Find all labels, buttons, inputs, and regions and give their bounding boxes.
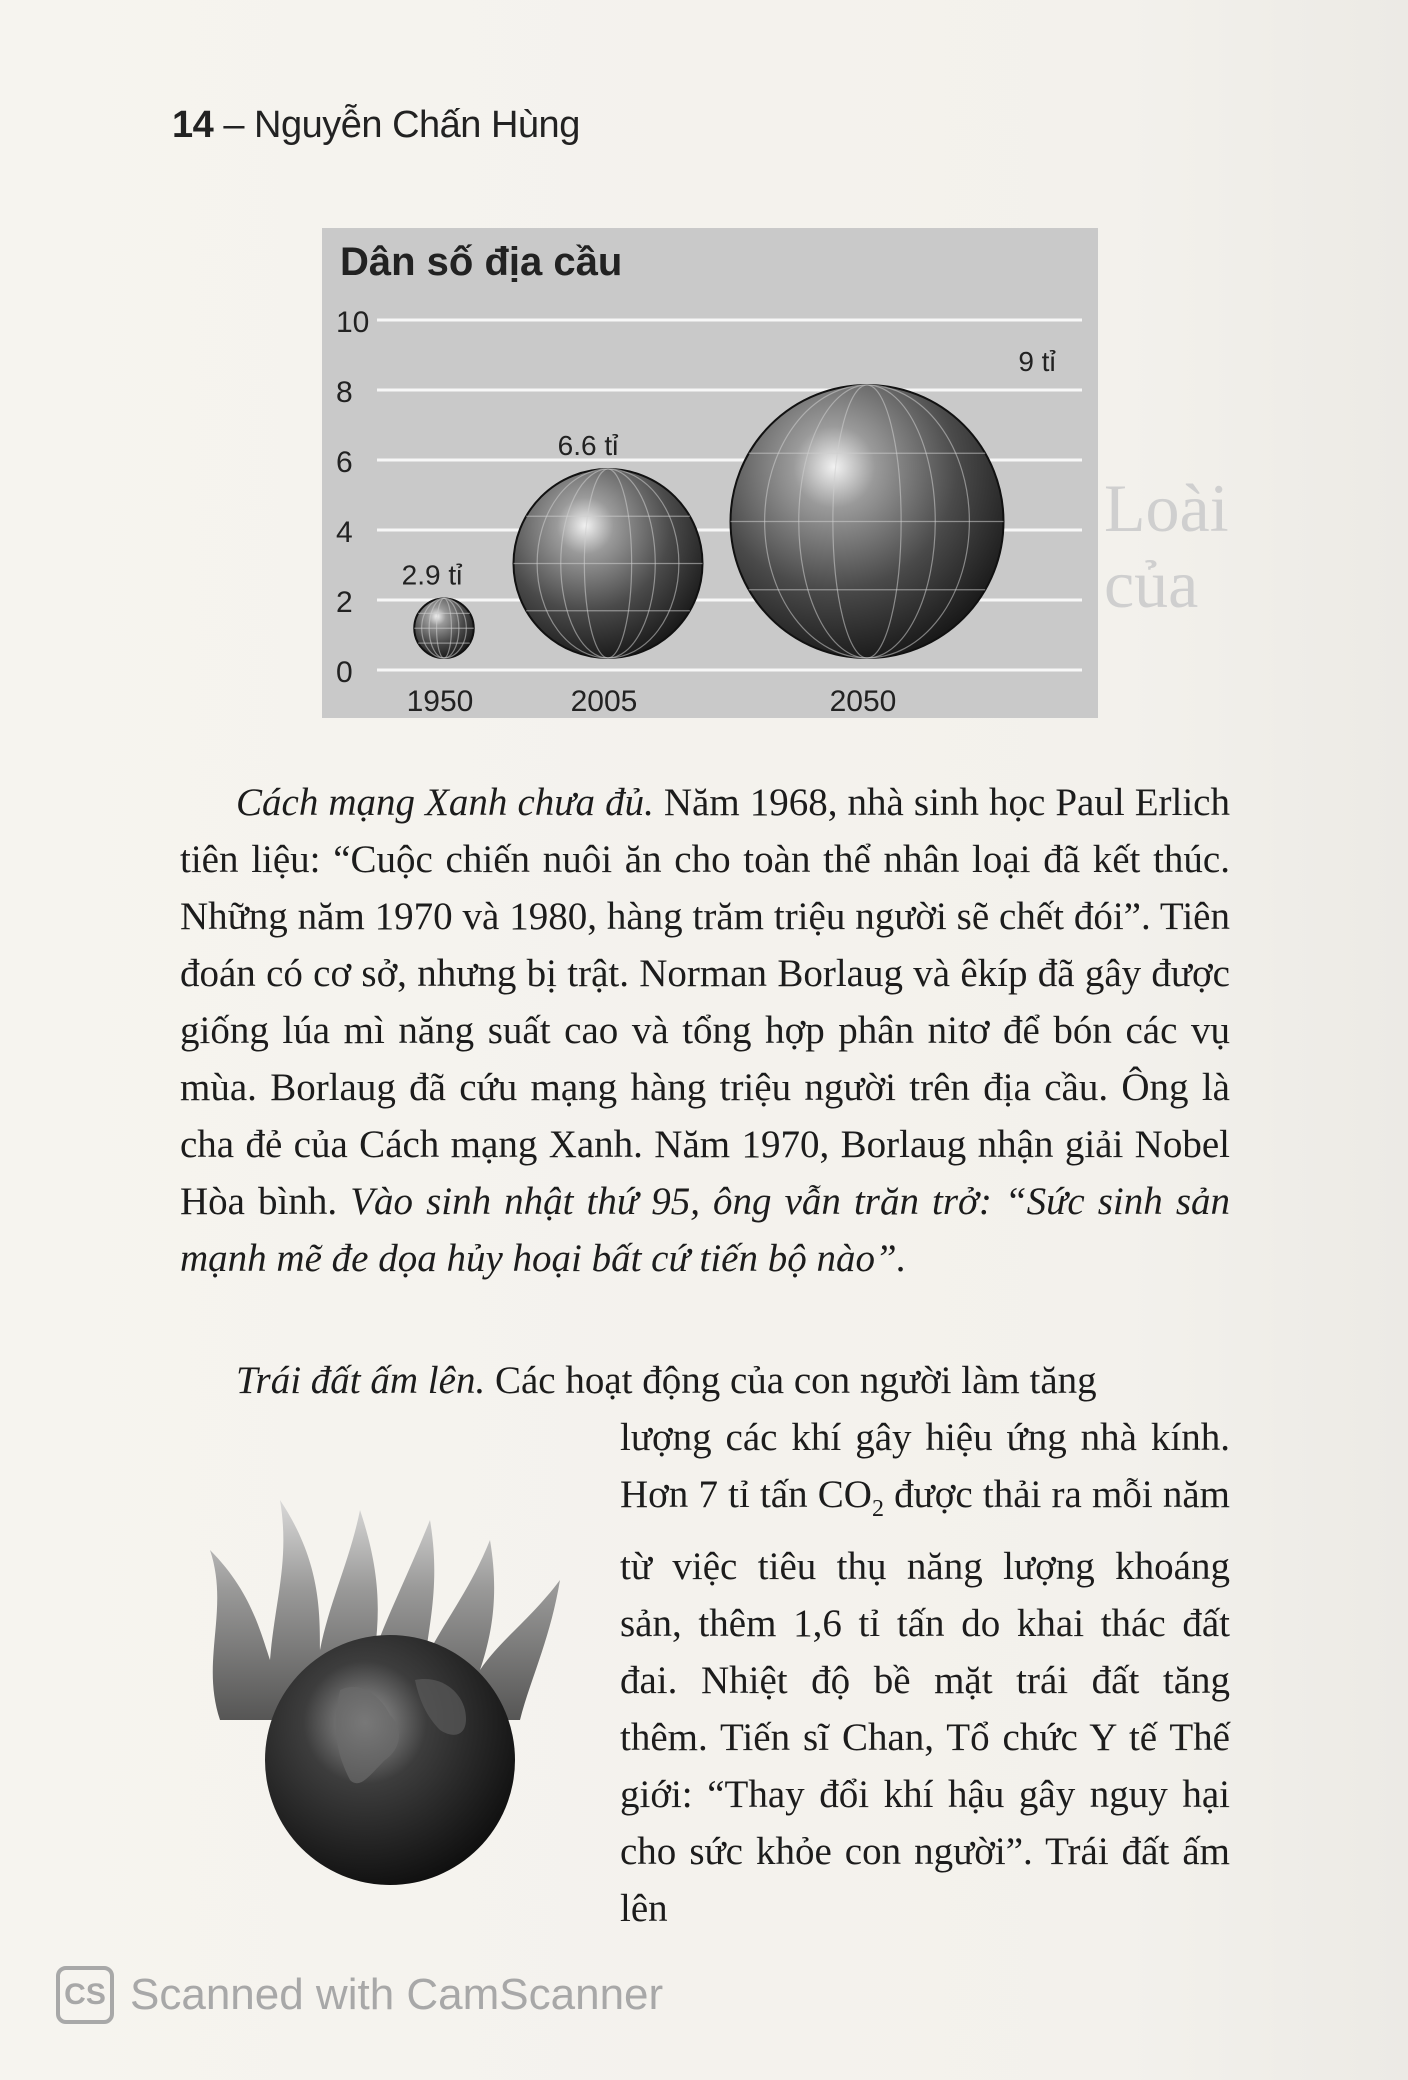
y-tick-label: 0: [336, 656, 353, 689]
earth-globe-icon: [265, 1635, 515, 1885]
y-tick-label: 4: [336, 516, 353, 549]
paragraph-warming-first-line: [180, 1352, 1230, 1409]
watermark-text: Scanned with CamScanner: [130, 1970, 664, 2019]
page-header: [172, 104, 580, 147]
y-tick-label: 8: [336, 376, 353, 409]
lead-italic: Cách mạng Xanh chưa đủ.: [236, 781, 654, 824]
quote-italic: Vào sinh nhật thứ 95, ông vẫn trăn trở: “Sức sinh sản mạnh mẽ đe dọa hủy hoại bất cứ tiến bộ nào”.: [180, 1180, 1230, 1280]
y-tick-label: 6: [336, 446, 353, 479]
y-tick-label: 2: [336, 586, 353, 619]
burning-earth-illustration: [190, 1490, 590, 1890]
x-tick-label: 2050: [829, 685, 897, 718]
lead-italic: Trái đất ấm lên.: [236, 1359, 486, 1402]
data-label: 9 tỉ: [1018, 346, 1056, 377]
x-tick-label: 1950: [406, 685, 474, 718]
chart-canvas: [322, 228, 1098, 718]
data-label: 2.9 tỉ: [401, 559, 463, 591]
author-name: Nguyễn Chấn Hùng: [254, 104, 580, 146]
bleed-through-text: Loài của: [1104, 470, 1229, 622]
camscanner-logo-icon: CS: [56, 1966, 114, 2024]
data-label: 6.6 tỉ: [557, 430, 619, 461]
header-separator: –: [223, 104, 244, 146]
co2-subscript: 2: [871, 1495, 884, 1522]
paragraph-body: Năm 1968, nhà sinh học Paul Erlich tiên liệu: “Cuộc chiến nuôi ăn cho toàn thể nhân loại đã kết thúc. Những năm 1970 và 1980, hàng trăm triệu người sẽ chết đói”. Tiên đoán có cơ sở, nhưng bị trật. Norman Borlaug và êkíp đã gây được giống lúa mì năng suất cao và tổng hợp phân nitơ để bón các vụ mùa. Borlaug đã cứu mạng hàng triệu người trên địa cầu. Ông là cha đẻ của Cách mạng Xanh. Năm 1970, Borlaug nhận giải Nobel Hòa bình.: [180, 781, 1230, 1223]
page-number: 14: [172, 104, 214, 146]
population-chart: [322, 228, 1098, 718]
camscanner-watermark: [56, 1965, 663, 2025]
paragraph-green-revolution: [180, 774, 1230, 1287]
chart-title: Dân số địa cầu: [340, 240, 623, 284]
y-tick-label: 10: [336, 306, 370, 339]
paragraph-warming-wrapped: lượng các khí gây hiệu ứng nhà kính. Hơn 7 tỉ tấn $CO_2$ được thải ra mỗi năm từ việc tiêu thụ năng lượng khoáng sản, thêm 1,6 tỉ tấn do khai thác đất đai. Nhiệt độ bề mặt trái đất tăng thêm. Tiến sĩ Chan, Tổ chức Y tế Thế giới: “Thay đổi khí hậu gây nguy hại cho sức khỏe con người”. Trái đất ấm lên: [620, 1416, 1230, 1930]
x-tick-label: 2005: [570, 685, 638, 718]
paragraph-body: Các hoạt động của con người làm tăng: [485, 1359, 1097, 1402]
